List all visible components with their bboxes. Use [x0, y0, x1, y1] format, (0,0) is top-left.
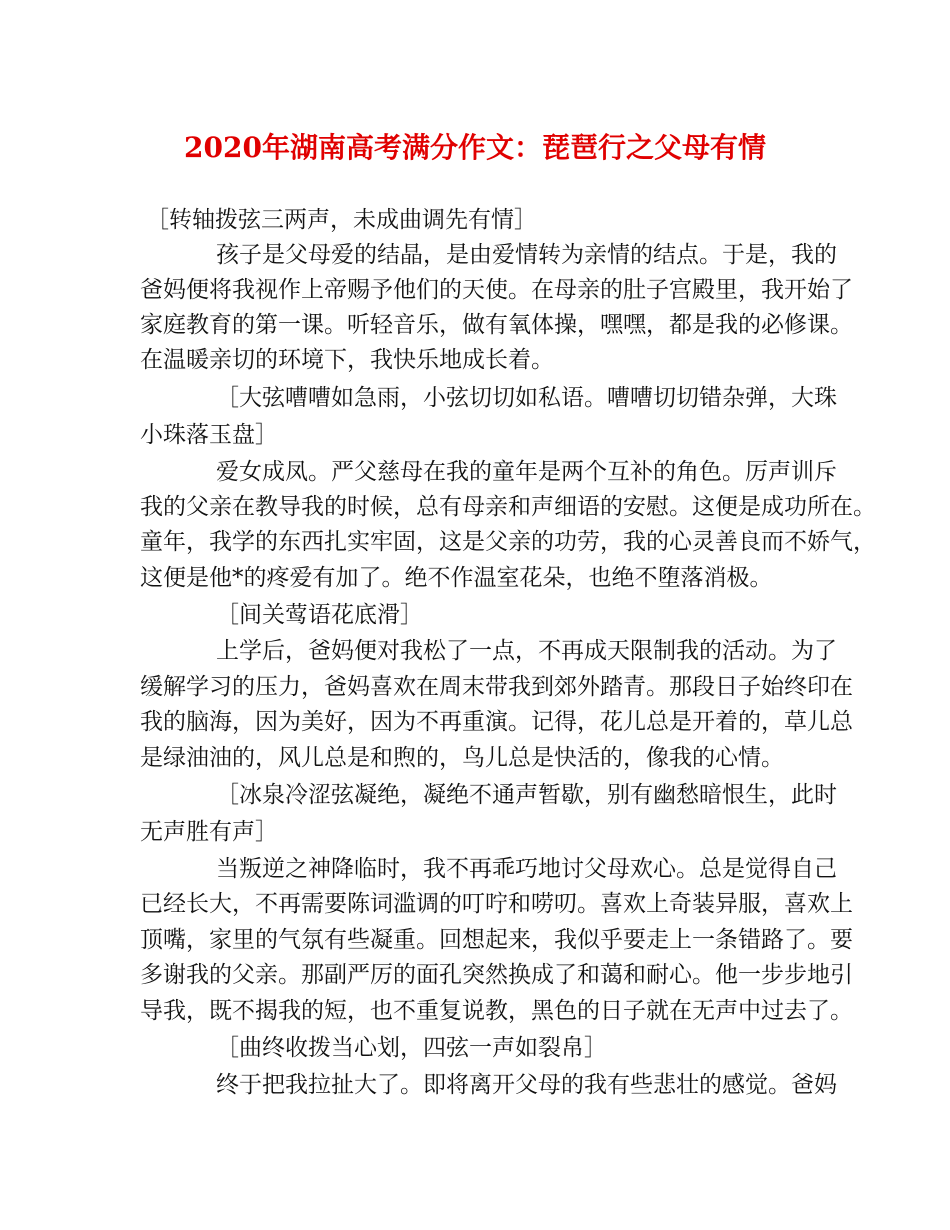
document-title: 2020年湖南高考满分作文：琵琶行之父母有情	[184, 131, 766, 164]
text-line: 多谢我的父亲。那副严厉的面孔突然换成了和蔼和耐心。他一步步地引	[140, 962, 853, 988]
text-line: ［间关莺语花底滑］	[216, 602, 423, 628]
text-line: 上学后，爸妈便对我松了一点，不再成天限制我的活动。为了	[216, 638, 837, 664]
text-line: 已经长大，不再需要陈词滥调的叮咛和唠叨。喜欢上奇装异服，喜欢上	[140, 891, 853, 917]
text-line: ［转轴拨弦三两声，未成曲调先有情］	[146, 207, 537, 233]
text-line: 在温暖亲切的环境下，我快乐地成长着。	[140, 347, 554, 373]
text-line: 爸妈便将我视作上帝赐予他们的天使。在母亲的肚子宫殿里，我开始了	[140, 277, 853, 303]
text-line: 缓解学习的压力，爸妈喜欢在周末带我到郊外踏青。那段日子始终印在	[140, 674, 853, 700]
text-line: 终于把我拉扯大了。即将离开父母的我有些悲壮的感觉。爸妈	[216, 1072, 837, 1098]
text-line: 这便是他*的疼爱有加了。绝不作温室花朵，也绝不堕落消极。	[140, 565, 773, 591]
text-line: ［曲终收拨当心划，四弦一声如裂帛］	[216, 1035, 607, 1061]
text-line: 爱女成凤。严父慈母在我的童年是两个互补的角色。厉声训斥	[216, 459, 837, 485]
text-line: 导我，既不揭我的短，也不重复说教，黑色的日子就在无声中过去了。	[140, 998, 853, 1024]
text-line: 我的父亲在教导我的时候，总有母亲和声细语的安慰。这便是成功所在。	[140, 494, 876, 520]
text-line: 当叛逆之神降临时，我不再乖巧地讨父母欢心。总是觉得自己	[216, 856, 837, 882]
text-line: ［冰泉冷涩弦凝绝，凝绝不通声暂歇，别有幽愁暗恨生，此时	[216, 782, 837, 808]
text-line: 顶嘴，家里的气氛有些凝重。回想起来，我似乎要走上一条错路了。要	[140, 927, 853, 953]
text-line: ［大弦嘈嘈如急雨，小弦切切如私语。嘈嘈切切错杂弹，大珠	[216, 385, 837, 411]
text-line: 是绿油油的，风儿总是和煦的，鸟儿总是快活的，像我的心情。	[140, 745, 784, 771]
text-line: 童年，我学的东西扎实牢固，这是父亲的功劳，我的心灵善良而不娇气，	[140, 529, 876, 555]
text-line: 我的脑海，因为美好，因为不再重演。记得，花儿总是开着的，草儿总	[140, 709, 853, 735]
text-line: 小珠落玉盘］	[140, 422, 278, 448]
text-line: 孩子是父母爱的结晶，是由爱情转为亲情的结点。于是，我的	[216, 242, 837, 268]
text-line: 家庭教育的第一课。听轻音乐，做有氧体操，嘿嘿，都是我的必修课。	[140, 312, 853, 338]
text-line: 无声胜有声］	[140, 819, 278, 845]
